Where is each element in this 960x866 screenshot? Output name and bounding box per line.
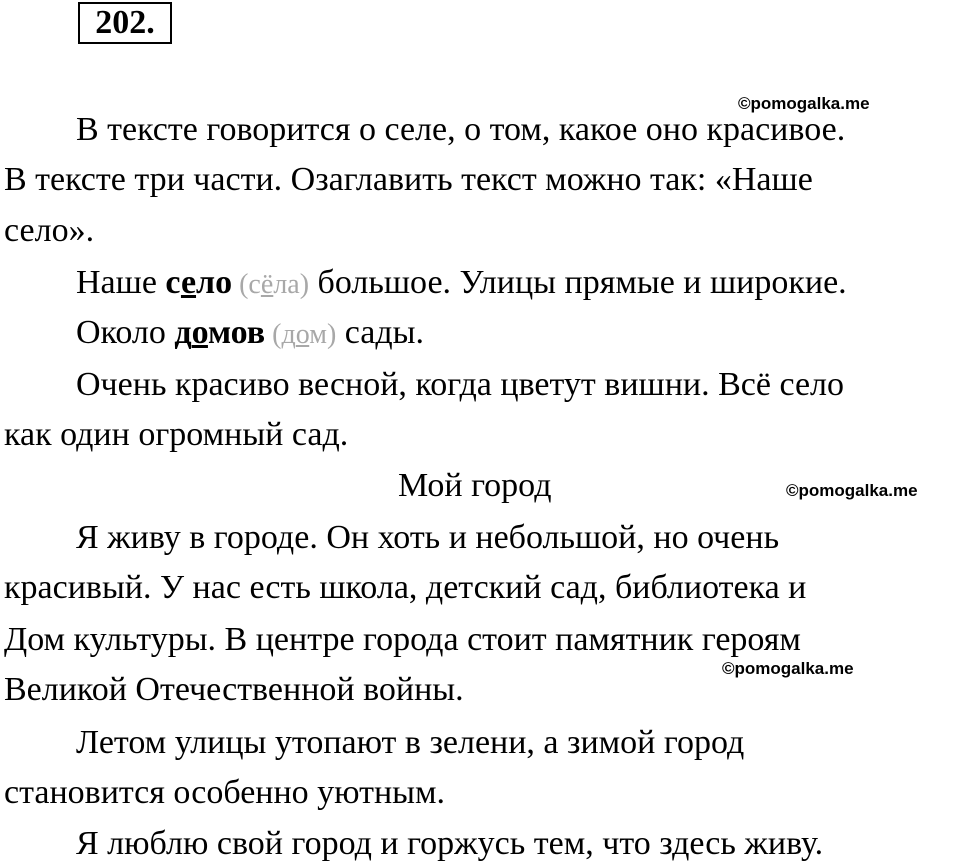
story-title: Мой город	[398, 467, 552, 504]
story-paragraph-2-line-2: становится особенно уютным.	[4, 774, 446, 811]
story-paragraph-3-line-1: Я люблю свой город и горжусь тем, что здесь живу.	[76, 825, 824, 862]
story-paragraph-2-line-1: Летом улицы утопают в зелени, а зимой город	[76, 724, 745, 761]
story-paragraph-1-line-2: красивый. У нас есть школа, детский сад, библиотека и	[4, 569, 807, 606]
bold-word-domov: домов	[174, 314, 266, 351]
sentence-domov-start: Около	[76, 314, 175, 351]
sentence-domov	[76, 313, 424, 355]
watermark: ©pomogalka.me	[738, 94, 870, 113]
paragraph-3-line-1: Очень красиво весной, когда цветут вишни. Всё село	[76, 366, 845, 403]
watermark: ©pomogalka.me	[786, 481, 918, 500]
sentence-selo-end: большое. Улицы прямые и широкие.	[309, 264, 847, 301]
hint-dom: (дом)	[265, 319, 337, 350]
hint-sela: (сёла)	[232, 269, 310, 300]
watermark: ©pomogalka.me	[722, 659, 854, 678]
task-number: 202.	[78, 2, 172, 44]
sentence-selo-start: Наше	[76, 264, 166, 301]
paragraph-1-line-2: В тексте три части. Озаглавить текст можно так: «Наше	[4, 161, 813, 198]
paragraph-1-line-1: В тексте говорится о селе, о том, какое оно красивое.	[76, 111, 846, 148]
sentence-domov-end: сады.	[336, 314, 425, 351]
sentence-selo	[76, 263, 847, 305]
story-paragraph-1-line-3: Дом культуры. В центре города стоит памятник героям	[4, 621, 801, 658]
paragraph-3-line-2: как один огромный сад.	[4, 416, 349, 453]
bold-word-selo: село	[165, 264, 233, 301]
story-paragraph-1-line-1: Я живу в городе. Он хоть и небольшой, но очень	[76, 519, 780, 556]
paragraph-1-line-3: село».	[4, 212, 95, 249]
story-paragraph-1-line-4: Великой Отечественной войны.	[4, 671, 464, 708]
